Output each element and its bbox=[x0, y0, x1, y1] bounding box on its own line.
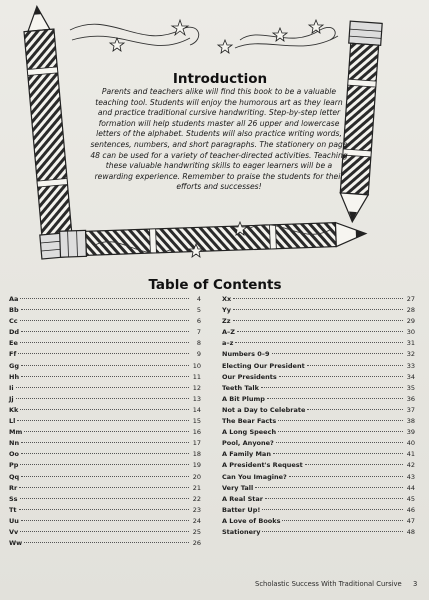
toc-entry: Jj 13 bbox=[9, 394, 201, 403]
toc-entry: Batter Up! 46 bbox=[222, 505, 415, 514]
table-of-contents-heading: Table of Contents bbox=[148, 277, 282, 293]
toc-entry: Qq 20 bbox=[9, 472, 201, 481]
toc-entry: Can You Imagine? 43 bbox=[222, 472, 415, 481]
toc-entry: Ff 9 bbox=[9, 350, 201, 359]
toc-left-column bbox=[9, 294, 201, 549]
toc-entry: Ii 12 bbox=[9, 383, 201, 392]
toc-entry: A Love of Books 47 bbox=[222, 516, 415, 525]
left-pencil bbox=[20, 5, 76, 259]
toc-entry: Vv 25 bbox=[9, 527, 201, 536]
toc-right-column bbox=[222, 294, 415, 538]
book-title-footer: Scholastic Success With Traditional Cursive bbox=[255, 580, 402, 588]
page-number: 3 bbox=[413, 580, 418, 588]
toc-entry: Our Presidents 34 bbox=[222, 372, 415, 381]
toc-entry: Pool, Anyone? 40 bbox=[222, 439, 415, 448]
toc-entry: Pp 19 bbox=[9, 461, 201, 470]
toc-entry: A Bit Plump 36 bbox=[222, 394, 415, 403]
toc-entry: Nn 17 bbox=[9, 439, 201, 448]
toc-entry: Teeth Talk 35 bbox=[222, 383, 415, 392]
toc-entry: Xx 27 bbox=[222, 295, 415, 303]
toc-entry: Cc 6 bbox=[9, 317, 201, 326]
toc-entry: Kk 14 bbox=[9, 405, 201, 414]
toc-entry: Zz 29 bbox=[222, 317, 415, 326]
toc-entry: Ss 22 bbox=[9, 494, 201, 503]
toc-entry: Numbers 0–9 32 bbox=[222, 350, 415, 359]
toc-entry: Uu 24 bbox=[9, 516, 201, 525]
toc-entry: Rr 21 bbox=[9, 483, 201, 492]
toc-entry: A–Z 30 bbox=[222, 328, 415, 337]
toc-entry: Hh 11 bbox=[9, 372, 201, 381]
toc-entry: Yy 28 bbox=[222, 306, 415, 315]
toc-entry: Ww 26 bbox=[9, 539, 201, 548]
toc-entry: Very Tall 44 bbox=[222, 483, 415, 492]
toc-entry: a–z 31 bbox=[222, 339, 415, 348]
bottom-pencil bbox=[60, 221, 367, 258]
toc-entry: Mm 16 bbox=[9, 428, 201, 437]
toc-entry: The Bear Facts 38 bbox=[222, 417, 415, 426]
introduction-paragraph: Parents and teachers alike will find this book to be a valuable teaching tool. Students will enjoy the humorous art as they learn and practice traditional cursive handwriting. Step-by-step letter formation will help students master all 26 upper and lowercase letters of the alphabet. Students will also practice writing words, sentences, numbers, and short paragraphs. The stationery on page 48 can be used for a variety of teacher-directed activities. Teaching these valuable handwriting skills to eager learners will be a rewarding experience. Remember to praise the students for their efforts and successes! bbox=[90, 87, 348, 192]
toc-entry: Aa 4 bbox=[9, 295, 201, 303]
toc-entry: Tt 23 bbox=[9, 505, 201, 514]
toc-entry: A President's Request 42 bbox=[222, 461, 415, 470]
toc-entry: Dd 7 bbox=[9, 328, 201, 337]
toc-entry: Bb 5 bbox=[9, 306, 201, 315]
toc-entry: Ee 8 bbox=[9, 339, 201, 348]
toc-entry: Ll 15 bbox=[9, 417, 201, 426]
toc-entry: Gg 10 bbox=[9, 361, 201, 370]
toc-entry: Not a Day to Celebrate 37 bbox=[222, 405, 415, 414]
toc-entry: A Long Speech 39 bbox=[222, 428, 415, 437]
toc-entry: A Family Man 41 bbox=[222, 450, 415, 459]
toc-entry: Stationery 48 bbox=[222, 527, 415, 536]
toc-entry: Oo 18 bbox=[9, 450, 201, 459]
introduction-heading: Introduction bbox=[172, 71, 268, 87]
toc-entry: Electing Our President 33 bbox=[222, 361, 415, 370]
toc-entry: A Real Star 45 bbox=[222, 494, 415, 503]
